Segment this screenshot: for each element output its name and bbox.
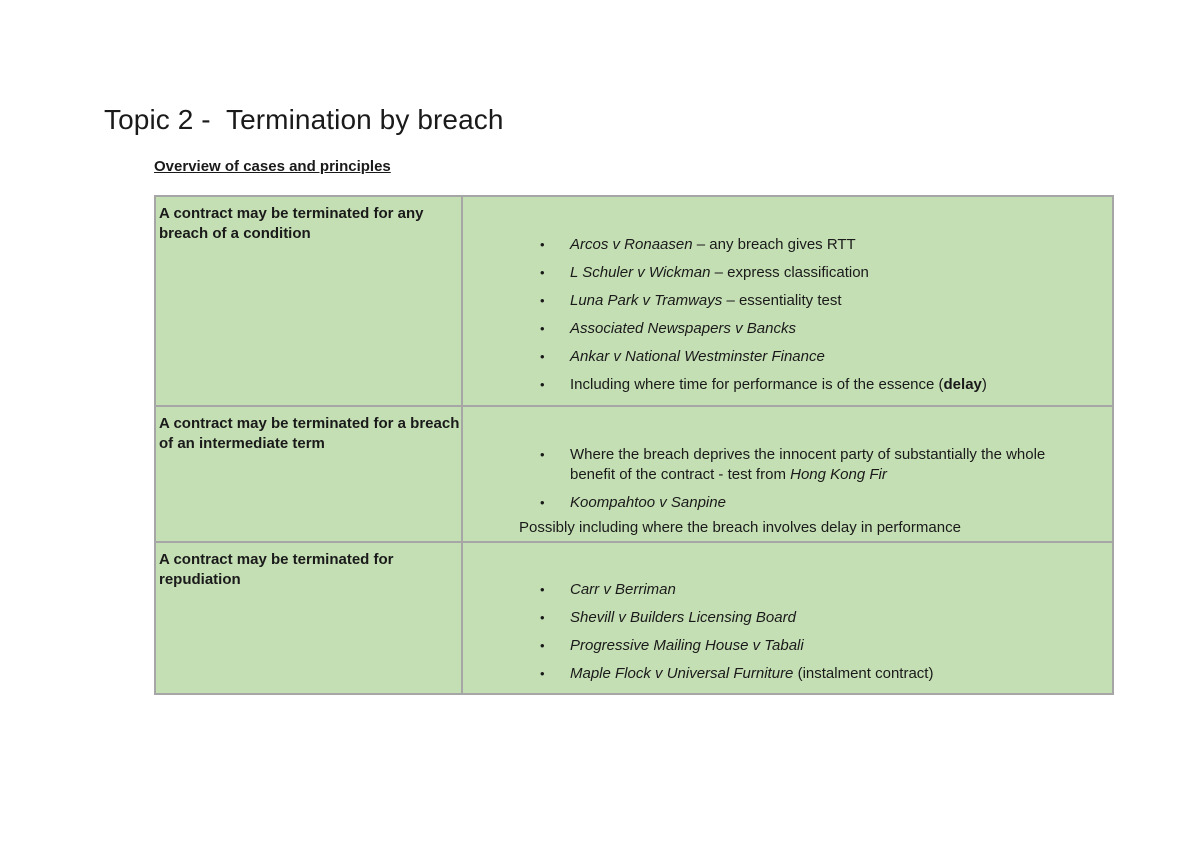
case-name: Hong Kong Fir [790,466,887,483]
row-note: Possibly including where the breach involves delay in performance [519,519,961,536]
item-text: Including where time for performance is of the essence ( [570,376,944,393]
bullet-icon: • [540,582,545,597]
bullet-icon: • [540,666,545,681]
list-item [463,263,1112,283]
bullet-icon: • [540,447,545,462]
case-name: Associated Newspapers v Bancks [570,320,796,337]
table-row [155,406,1113,542]
item-text: Where the breach deprives the innocent party of substantially the whole benefit of the contract - test from [570,446,1046,483]
case-list [463,407,1112,513]
table-row [155,196,1113,406]
bullet-icon: • [540,349,545,364]
list-item [463,445,1112,485]
case-name: Carr v Berriman [570,581,676,598]
case-note: – essentiality test [722,292,842,309]
case-note: (instalment contract) [793,665,934,682]
case-name: Shevill v Builders Licensing Board [570,609,796,626]
case-note: – express classification [710,264,869,281]
case-name: Progressive Mailing House v Tabali [570,637,804,654]
case-list [463,543,1112,684]
principle-cell [155,196,462,406]
emphasis-text: delay [943,376,982,393]
list-item [463,291,1112,311]
list-item [463,580,1112,600]
section-heading: Overview of cases and principles [154,158,391,175]
principle-text: A contract may be terminated for a breach of an intermediate term [159,415,460,452]
case-name: Maple Flock v Universal Furniture [570,665,794,682]
cases-cell [462,406,1113,542]
bullet-icon: • [540,495,545,510]
cases-cell [462,196,1113,406]
list-item [463,608,1112,628]
list-item [463,636,1112,656]
case-name: Koompahtoo v Sanpine [570,494,726,511]
case-name: Luna Park v Tramways [570,292,723,309]
bullet-icon: • [540,265,545,280]
case-name: Arcos v Ronaasen [570,236,693,253]
bullet-icon: • [540,638,545,653]
case-note: – any breach gives RTT [692,236,856,253]
principle-cell [155,406,462,542]
list-item [463,347,1112,367]
list-item [463,319,1112,339]
cases-table [154,195,1114,695]
principle-text: A contract may be terminated for repudiation [159,551,394,588]
bullet-icon: • [540,377,545,392]
table-row [155,542,1113,694]
list-item [463,664,1112,684]
list-item [463,493,1112,513]
case-list [463,197,1112,395]
list-item [463,235,1112,255]
principle-cell [155,542,462,694]
bullet-icon: • [540,610,545,625]
case-name: L Schuler v Wickman [570,264,711,281]
principle-text: A contract may be terminated for any breach of a condition [159,205,424,242]
bullet-icon: • [540,293,545,308]
list-item [463,375,1112,395]
page-title: Topic 2 - Termination by breach [104,104,504,135]
bullet-icon: • [540,237,545,252]
case-name: Ankar v National Westminster Finance [570,348,825,365]
item-text-end: ) [981,376,987,393]
bullet-icon: • [540,321,545,336]
cases-cell [462,542,1113,694]
